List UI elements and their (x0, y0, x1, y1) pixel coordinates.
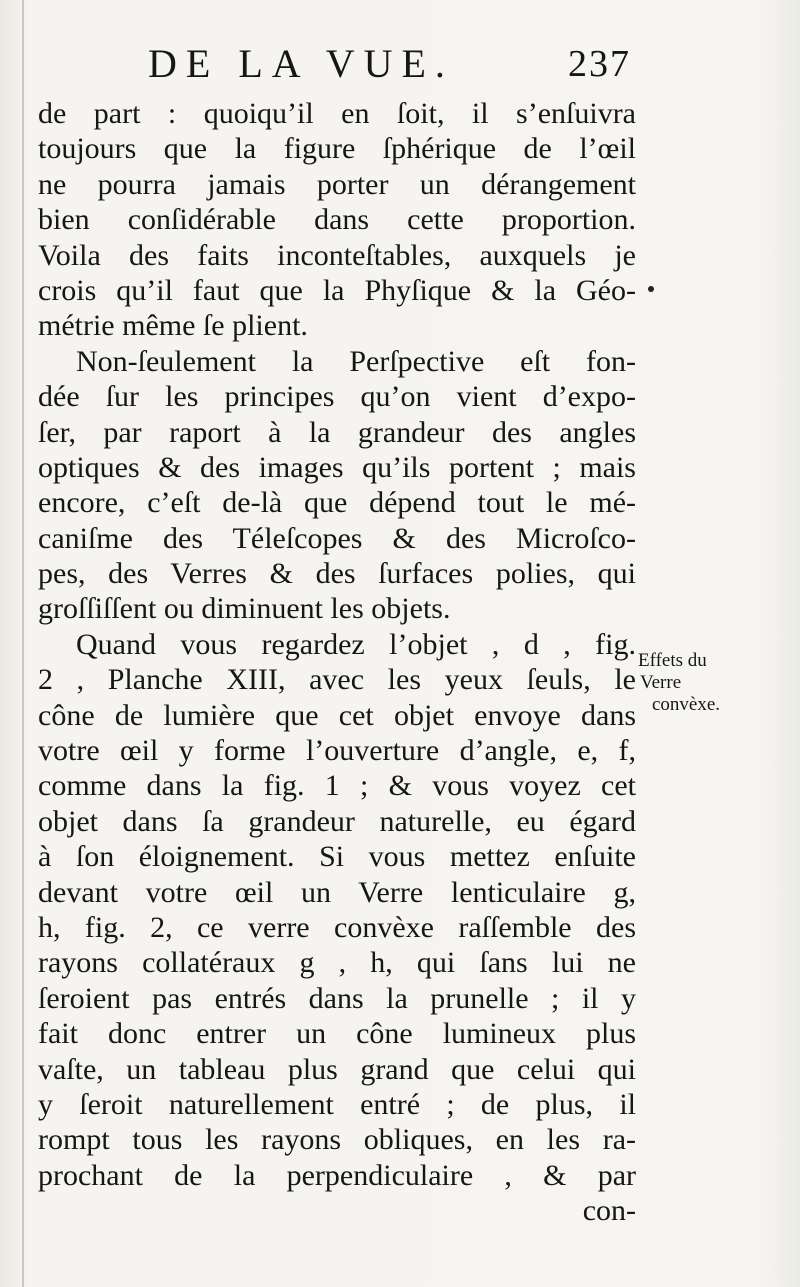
text-line: rayons collatéraux g , h, qui ſans lui ne (38, 946, 636, 980)
margin-note-line: Verre (640, 672, 682, 693)
text-line: h, fig. 2, ce verre convèxe raſſemble des (38, 910, 636, 944)
text-line: dée ſur les principes qu’on vient d’expo- (38, 380, 636, 414)
running-title: DE LA VUE. (148, 41, 454, 86)
margin-note-line: convèxe. (652, 694, 721, 715)
body-text (38, 96, 636, 1229)
text-line: bien conſidérable dans cette proportion. (38, 203, 636, 237)
text-line: Voila des faits inconteſtables, auxquels je (38, 238, 636, 272)
text-line: optiques & des images qu’ils portent ; mais (38, 450, 636, 484)
text-line: votre œil y forme l’ouverture d’angle, e, f, (38, 734, 636, 768)
ink-dot (648, 286, 654, 292)
text-line: groſſiſſent ou diminuent les objets. (38, 592, 451, 626)
text-line: 2 , Planche XIII, avec les yeux ſeuls, le (38, 663, 636, 697)
text-line: caniſme des Téleſcopes & des Microſco- (38, 521, 636, 555)
text-line: fait donc entrer un cône lumineux plus (38, 1017, 636, 1051)
text-line: comme dans la fig. 1 ; & vous voyez cet (38, 769, 636, 803)
text-line: ne pourra jamais porter un dérangement (38, 167, 636, 201)
text-line: ſer, par raport à la grandeur des angles (38, 415, 636, 449)
text-line: cône de lumière que cet objet envoye dans (38, 698, 636, 732)
text-line: y ſeroit naturellement entré ; de plus, il (38, 1087, 636, 1121)
text-line: prochant de la perpendiculaire , & par (38, 1158, 636, 1192)
text-line: Non-ſeulement la Perſpective eſt fon- (76, 344, 636, 378)
text-line: de part : quoiqu’il en ſoit, il s’enſuivra (38, 97, 636, 130)
text-line: objet dans ſa grandeur naturelle, eu égard (38, 804, 636, 838)
text-line: pes, des Verres & des ſurfaces polies, qui (38, 557, 636, 591)
text-line: métrie même ſe plient. (38, 309, 308, 343)
text-line: crois qu’il faut que la Phyſique & la Géo- (38, 273, 636, 307)
margin-note-line: Effets du (638, 650, 707, 671)
text-line: toujours que la figure ſphérique de l’œil (38, 132, 636, 166)
text-line: ſeroient pas entrés dans la prunelle ; il y (38, 981, 636, 1015)
text-line: encore, c’eſt de-là que dépend tout le mé- (38, 486, 636, 520)
text-line: Quand vous regardez l’objet , d , fig. (76, 627, 636, 661)
text-line: devant votre œil un Verre lenticulaire g, (38, 875, 636, 909)
text-line: à ſon éloignement. Si vous mettez enſuite (38, 840, 636, 874)
text-line: rompt tous les rayons obliques, en les ra- (38, 1123, 636, 1157)
margin-note (638, 650, 798, 716)
page-number: 237 (568, 43, 631, 85)
catchword: con- (582, 1194, 636, 1228)
text-line: vaſte, un tableau plus grand que celui qui (38, 1052, 636, 1086)
page-binding-edge (22, 0, 24, 1287)
